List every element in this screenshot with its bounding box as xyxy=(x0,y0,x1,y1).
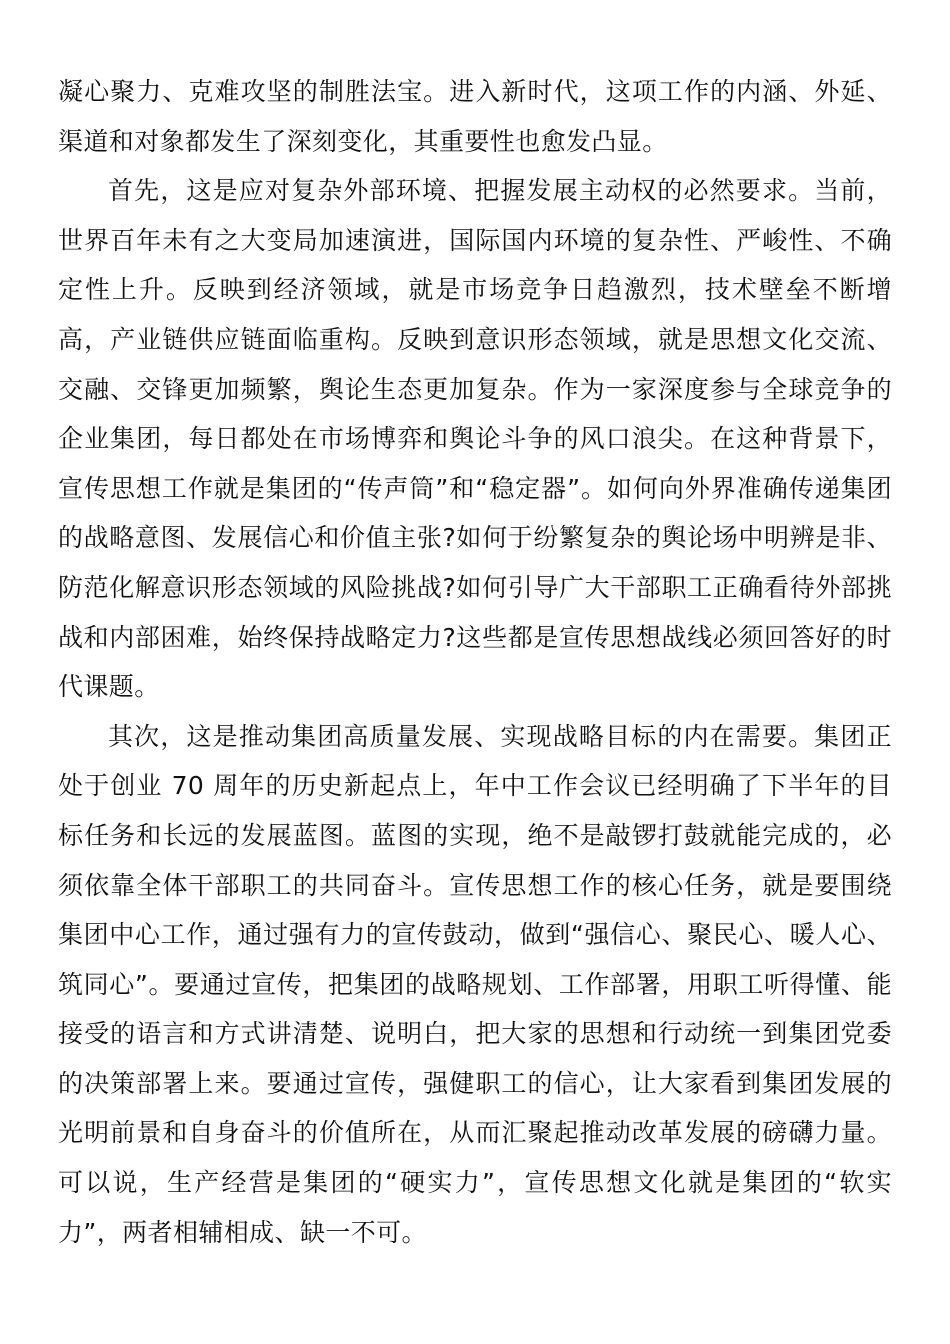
paragraph-first-reason: 首先，这是应对复杂外部环境、把握发展主动权的必然要求。当前，世界百年未有之大变局加速演进，国际国内环境的复杂性、严峻性、不确定性上升。反映到经济领域，就是市场竞争日趋激烈，技术壁垒不断增高，产业链供应链面临重构。反映到意识形态领域，就是思想文化交流、交融、交锋更加频繁，舆论生态更加复杂。作为一家深度参与全球竞争的企业集团，每日都处在市场博弈和舆论斗争的风口浪尖。在这种背景下，宣传思想工作就是集团的“传声筒”和“稳定器”。如何向外界准确传递集团的战略意图、发展信心和价值主张?如何于纷繁复杂的舆论场中明辨是非、防范化解意识形态领域的风险挑战?如何引导广大干部职工正确看待外部挑战和内部困难，始终保持战略定力?这些都是宣传思想战线必须回答好的时代课题。 xyxy=(58,176,892,702)
paragraph-continued-intro: 凝心聚力、克难攻坚的制胜法宝。进入新时代，这项工作的内涵、外延、渠道和对象都发生了深刻变化，其重要性也愈发凸显。 xyxy=(58,77,892,156)
paragraph-second-reason: 其次，这是推动集团高质量发展、实现战略目标的内在需要。集团正处于创业 70 周年的历史新起点上，年中工作会议已经明确了下半年的目标任务和长远的发展蓝图。蓝图的实现，绝不是敲锣打鼓就能完成的，必须依靠全体干部职工的共同奋斗。宣传思想工作的核心任务，就是要围绕集团中心工作，通过强有力的宣传鼓动，做到“强信心、聚民心、暖人心、筑同心”。要通过宣传，把集团的战略规划、工作部署，用职工听得懂、能接受的语言和方式讲清楚、说明白，把大家的思想和行动统一到集团党委的决策部署上来。要通过宣传，强健职工的信心，让大家看到集团发展的光明前景和自身奋斗的价值所在，从而汇聚起推动改革发展的磅礴力量。可以说，生产经营是集团的“硬实力”，宣传思想文化就是集团的“软实力”，两者相辅相成、缺一不可。 xyxy=(58,721,892,1247)
document-body xyxy=(58,67,892,1257)
